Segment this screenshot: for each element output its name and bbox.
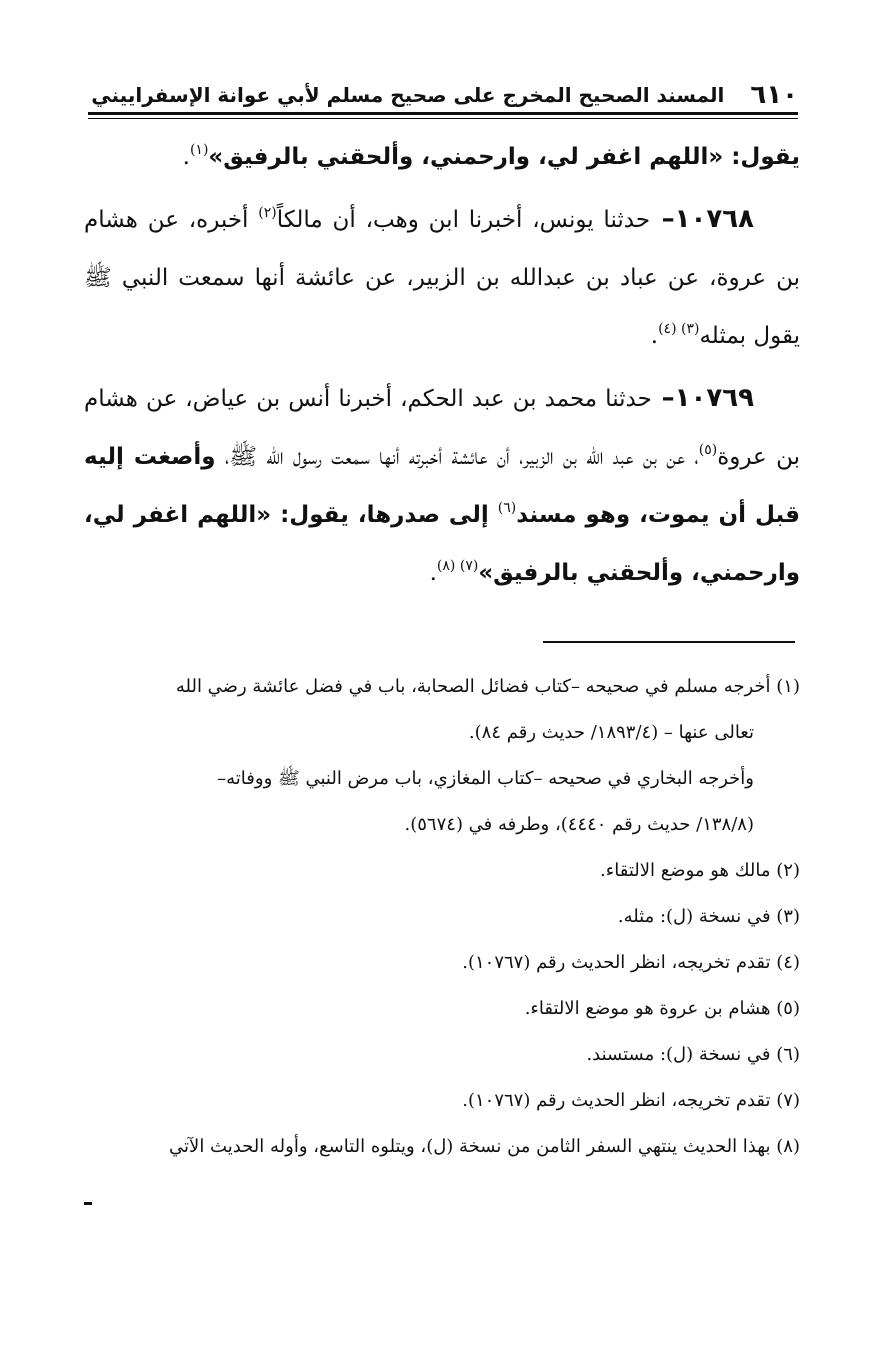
hadith-text: حدثنا محمد بن عبد الحكم، أخبرنا أنس بن عياض، عن هشام بن عروة <box>84 386 800 470</box>
footnote-8: (٨) بهذا الحديث ينتهي السفر الثامن من نسخة (ل)، ويتلوه التاسع، وأوله الحديث الآتي <box>169 1136 800 1157</box>
hadith-text: ، عن بن عبد الله بن الزبير، أن عائشة أخبرته أنها سمعت رسول الله ﷺ، <box>215 444 699 470</box>
paragraph-continuation <box>84 128 800 186</box>
footnote-4: (٤) تقدم تخريجه، انظر الحديث رقم (١٠٧٦٧). <box>462 952 800 973</box>
header-rule-thick <box>88 112 798 115</box>
footnote-ref-1: (١) <box>189 142 209 158</box>
footnote-6: (٦) في نسخة (ل): مستسند. <box>586 1044 800 1065</box>
footnote-3: (٣) في نسخة (ل): مثله. <box>617 906 800 927</box>
footnote-5: (٥) هشام بن عروة هو موضع الالتقاء. <box>524 998 800 1019</box>
footnote-ref-8: (٨) <box>436 558 460 574</box>
footnote-1-continued: تعالى عنها – (١٨٩٣/٤/ حديث رقم ٨٤). <box>468 722 754 743</box>
running-title: المسند الصحيح المخرج على صحيح مسلم لأبي عوانة الإسفراييني <box>91 83 725 107</box>
page-number: ٦١٠ <box>750 80 798 110</box>
prophet-quote: «اللهم اغفر لي، وارحمني، وألحقني بالرفيق» <box>84 502 800 586</box>
hadith-text: حدثنا يونس، أخبرنا ابن وهب، أن مالكاً <box>276 207 651 233</box>
period: . <box>182 144 190 170</box>
hadith-bold-text: إلى صدرها، يقول: <box>271 502 498 528</box>
hadith-dash: – <box>650 204 675 234</box>
footnote-1-second-source: وأخرجه البخاري في صحيحه –كتاب المغازي، باب مرض النبي ﷺ ووفاته– <box>217 768 754 789</box>
footnote-ref-3: (٣) <box>681 321 700 337</box>
hadith-dash: – <box>651 383 675 413</box>
period: . <box>650 323 659 349</box>
footnotes <box>84 664 800 1170</box>
footnote-ref-7: (٧) <box>459 558 479 574</box>
footnote-ref-2: (٢) <box>258 205 277 221</box>
period: . <box>429 560 437 586</box>
hadith-bold-text: وأصغت إليه قبل أن يموت، وهو مسند <box>84 444 800 528</box>
hadith-number: ١٠٧٦٩ <box>674 383 754 413</box>
footnote-1: (١) أخرجه مسلم في صحيحه –كتاب فضائل الصحابة، باب في فضل عائشة رضي الله <box>175 676 800 697</box>
footnote-1-second-source-continued: (١٣٨/٨/ حديث رقم ٤٤٤٠)، وطرفه في (٥٦٧٤). <box>404 814 754 835</box>
running-header <box>88 76 798 110</box>
header-rule-thin <box>88 118 798 119</box>
footnote-ref-6: (٦) <box>497 500 517 516</box>
hadith-text: أخبره، عن هشام بن عروة، عن عباد بن عبدالله بن الزبير، عن عائشة أنها سمعت النبي ﷺ يقول بمثله <box>84 207 800 349</box>
lead-word: يقول: <box>723 144 800 170</box>
footnote-7: (٧) تقدم تخريجه، انظر الحديث رقم (١٠٧٦٧). <box>462 1090 800 1111</box>
main-text <box>84 128 800 606</box>
hadith-10768 <box>84 190 800 365</box>
footnote-ref-4: (٤) <box>658 321 681 337</box>
footnote-2: (٢) مالك هو موضع الالتقاء. <box>600 860 800 881</box>
hadith-10769 <box>84 369 800 602</box>
footnote-ref-5: (٥) <box>698 442 718 458</box>
footnote-separator <box>543 641 795 643</box>
hadith-number: ١٠٧٦٨ <box>674 204 754 234</box>
prophet-quote: «اللهم اغفر لي، وارحمني، وألحقني بالرفيق» <box>208 144 724 170</box>
continuation-mark <box>84 1202 92 1205</box>
